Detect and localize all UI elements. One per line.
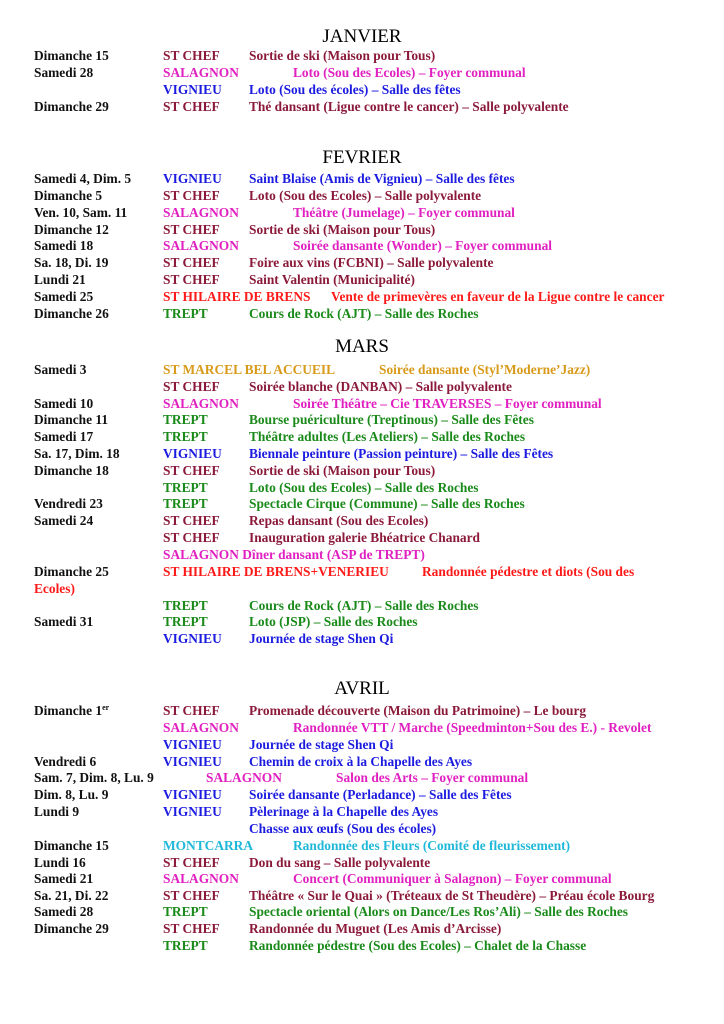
event-description: Saint Blaise (Amis de Vignieu) – Salle des fêtes	[249, 171, 515, 186]
event-description: Pèlerinage à la Chapelle des Ayes	[249, 804, 439, 819]
event-location: VIGNIEU	[163, 446, 222, 461]
event-description: Randonnée pédestre et diots (Sou des	[422, 564, 635, 579]
event-description: Loto (Sou des Ecoles) – Foyer communal	[293, 65, 526, 80]
event-row	[0, 769, 724, 786]
event-description: Chasse aux œufs (Sou des écoles)	[249, 821, 437, 836]
event-description: Loto (Sou des Ecoles) – Salle des Roches	[249, 480, 479, 495]
event-location: TREPT	[163, 412, 208, 427]
date-superscript: er	[102, 703, 110, 712]
event-row	[0, 736, 724, 753]
event-location: SALAGNON	[163, 871, 239, 886]
event-location: SALAGNON	[163, 396, 239, 411]
event-row	[0, 271, 724, 288]
event-location: VIGNIEU	[163, 171, 222, 186]
event-location: SALAGNON	[163, 205, 239, 220]
event-description: Théâtre « Sur le Quai » (Tréteaux de St Theudère) – Préau école Bourg	[249, 888, 655, 903]
event-date: Samedi 28	[34, 904, 94, 919]
event-description: Théâtre adultes (Les Ateliers) – Salle des Roches	[249, 429, 526, 444]
event-date: Dimanche 15	[34, 838, 109, 853]
event-location: TREPT	[163, 598, 208, 613]
event-row	[0, 803, 724, 820]
event-date: Lundi 9	[34, 804, 80, 819]
event-row	[0, 937, 724, 954]
event-date: Vendredi 6	[34, 754, 97, 769]
event-row	[0, 870, 724, 887]
event-description: Journée de stage Shen Qi	[249, 631, 394, 646]
event-date: Sa. 21, Di. 22	[34, 888, 109, 903]
event-location: ST CHEF	[163, 530, 220, 545]
event-row	[0, 81, 724, 98]
event-date: Dimanche 12	[34, 222, 109, 237]
event-row	[0, 170, 724, 187]
event-description: Inauguration galerie Bhéatrice Chanard	[249, 530, 480, 545]
event-row	[0, 254, 724, 271]
event-row	[0, 820, 724, 837]
event-row	[0, 837, 724, 854]
event-description: Don du sang – Salle polyvalente	[249, 855, 431, 870]
event-location: MONTCARRA	[163, 838, 254, 853]
event-row	[0, 719, 724, 736]
month-heading-janvier: JANVIER	[322, 26, 402, 47]
event-row	[0, 47, 724, 64]
event-date: Dimanche 29	[34, 921, 109, 936]
event-location: SALAGNON Dîner dansant (ASP de TREPT)	[163, 547, 425, 562]
event-description: Spectacle Cirque (Commune) – Salle des Roches	[249, 496, 525, 511]
event-location: ST CHEF	[163, 222, 220, 237]
event-date: Lundi 21	[34, 272, 86, 287]
event-row	[0, 887, 724, 904]
event-row	[0, 98, 724, 115]
event-date: Dimanche 29	[34, 99, 109, 114]
event-description: Foire aux vins (FCBNI) – Salle polyvalente	[249, 255, 494, 270]
event-date: Dimanche 18	[34, 463, 109, 478]
event-row	[0, 64, 724, 81]
event-date: Samedi 17	[34, 429, 94, 444]
event-row	[0, 204, 724, 221]
event-date: Dimanche 1er	[34, 703, 110, 718]
event-row	[0, 305, 724, 322]
event-description: Randonnée VTT / Marche (Speedminton+Sou des E.) - Revolet	[293, 720, 652, 735]
event-date: Ven. 10, Sam. 11	[34, 205, 128, 220]
event-date: Samedi 10	[34, 396, 94, 411]
event-description: Concert (Communiquer à Salagnon) – Foyer communal	[293, 871, 612, 886]
event-description: Soirée dansante (Perladance) – Salle des Fêtes	[249, 787, 512, 802]
month-heading-avril: AVRIL	[334, 678, 390, 699]
event-row	[0, 428, 724, 445]
event-description: Soirée blanche (DANBAN) – Salle polyvalente	[249, 379, 512, 394]
event-row	[0, 903, 724, 920]
event-row	[0, 580, 724, 597]
event-location: TREPT	[163, 904, 208, 919]
event-description: Salon des Arts – Foyer communal	[336, 770, 529, 785]
event-location: SALAGNON	[163, 238, 239, 253]
event-description: Biennale peinture (Passion peinture) – Salle des Fêtes	[249, 446, 554, 461]
event-location: ST CHEF	[163, 379, 220, 394]
event-row	[0, 378, 724, 395]
event-row	[0, 546, 724, 563]
event-description: Promenade découverte (Maison du Patrimoine) – Le bourg	[249, 703, 587, 718]
event-location: ST CHEF	[163, 703, 220, 718]
event-description: Randonnée pédestre (Sou des Ecoles) – Chalet de la Chasse	[249, 938, 587, 953]
event-date: Samedi 24	[34, 513, 94, 528]
event-location: SALAGNON	[163, 65, 239, 80]
event-description: Loto (JSP) – Salle des Roches	[249, 614, 418, 629]
event-location: VIGNIEU	[163, 787, 222, 802]
event-date: Samedi 18	[34, 238, 94, 253]
event-location: TREPT	[163, 429, 208, 444]
event-date: Samedi 25	[34, 289, 94, 304]
event-description: Loto (Sou des Ecoles) – Salle polyvalente	[249, 188, 482, 203]
event-row	[0, 854, 724, 871]
event-row	[0, 753, 724, 770]
month-heading-mars: MARS	[335, 336, 389, 357]
event-location: SALAGNON	[163, 720, 239, 735]
event-date: Dimanche 11	[34, 412, 109, 427]
event-location: VIGNIEU	[163, 737, 222, 752]
event-row	[0, 920, 724, 937]
event-date: Dimanche 26	[34, 306, 109, 321]
event-location: ST CHEF	[163, 855, 220, 870]
event-location: VIGNIEU	[163, 82, 222, 97]
event-description: Sortie de ski (Maison pour Tous)	[249, 463, 436, 478]
event-description: Sortie de ski (Maison pour Tous)	[249, 48, 436, 63]
event-location: ST CHEF	[163, 272, 220, 287]
event-location: ST HILAIRE DE BRENS	[163, 289, 311, 304]
event-location: ST CHEF	[163, 463, 220, 478]
event-location: TREPT	[163, 480, 208, 495]
event-row	[0, 411, 724, 428]
event-date: Dimanche 15	[34, 48, 109, 63]
event-description: Vente de primevères en faveur de la Ligue contre le cancer	[331, 289, 665, 304]
event-location: TREPT	[163, 614, 208, 629]
event-location: TREPT	[163, 306, 208, 321]
event-date: Vendredi 23	[34, 496, 103, 511]
event-location: ST HILAIRE DE BRENS+VENERIEU	[163, 564, 389, 579]
event-description: Soirée Théâtre – Cie TRAVERSES – Foyer communal	[293, 396, 602, 411]
event-description: Cours de Rock (AJT) – Salle des Roches	[249, 306, 479, 321]
month-heading-fevrier: FEVRIER	[322, 147, 402, 168]
event-location: TREPT	[163, 496, 208, 511]
event-description: Cours de Rock (AJT) – Salle des Roches	[249, 598, 479, 613]
event-location: ST CHEF	[163, 48, 220, 63]
event-location: ST MARCEL BEL ACCUEIL	[163, 362, 336, 377]
event-description: Sortie de ski (Maison pour Tous)	[249, 222, 436, 237]
event-row	[0, 479, 724, 496]
event-description: Soirée dansante (Styl’Moderne’Jazz)	[379, 362, 591, 377]
event-row	[0, 512, 724, 529]
event-location: VIGNIEU	[163, 631, 222, 646]
event-date: Dimanche 5	[34, 188, 103, 203]
event-date: Sa. 18, Di. 19	[34, 255, 109, 270]
event-date: Samedi 31	[34, 614, 94, 629]
event-description: Randonnée des Fleurs (Comité de fleurissement)	[293, 838, 571, 853]
event-description: Soirée dansante (Wonder) – Foyer communal	[293, 238, 552, 253]
event-date: Lundi 16	[34, 855, 86, 870]
event-description: Thé dansant (Ligue contre le cancer) – Salle polyvalente	[249, 99, 569, 114]
event-row	[0, 288, 724, 305]
event-date: Ecoles)	[34, 581, 75, 596]
event-location: VIGNIEU	[163, 804, 222, 819]
event-row	[0, 445, 724, 462]
event-row	[0, 529, 724, 546]
event-date: Sam. 7, Dim. 8, Lu. 9	[34, 770, 154, 785]
event-description: Spectacle oriental (Alors on Dance/Les Ros’Ali) – Salle des Roches	[249, 904, 628, 919]
event-date: Samedi 4, Dim. 5	[34, 171, 132, 186]
event-row	[0, 613, 724, 630]
event-row	[0, 563, 724, 580]
event-date: Sa. 17, Dim. 18	[34, 446, 120, 461]
event-description: Chemin de croix à la Chapelle des Ayes	[249, 754, 473, 769]
event-row	[0, 462, 724, 479]
event-date: Samedi 3	[34, 362, 87, 377]
event-date: Dimanche 25	[34, 564, 109, 579]
event-description: Bourse puériculture (Treptinous) – Salle des Fêtes	[249, 412, 534, 427]
event-description: Randonnée du Muguet (Les Amis d’Arcisse)	[249, 921, 502, 936]
event-row	[0, 495, 724, 512]
event-row	[0, 597, 724, 614]
event-location: ST CHEF	[163, 99, 220, 114]
event-description: Repas dansant (Sou des Ecoles)	[249, 513, 429, 528]
event-location: TREPT	[163, 938, 208, 953]
event-description: Loto (Sou des écoles) – Salle des fêtes	[249, 82, 461, 97]
event-row	[0, 221, 724, 238]
event-row	[0, 702, 724, 719]
event-row	[0, 187, 724, 204]
event-description: Théâtre (Jumelage) – Foyer communal	[293, 205, 515, 220]
event-date: Samedi 28	[34, 65, 94, 80]
event-row	[0, 237, 724, 254]
event-location: VIGNIEU	[163, 754, 222, 769]
event-row	[0, 630, 724, 647]
event-location: ST CHEF	[163, 188, 220, 203]
event-date: Dim. 8, Lu. 9	[34, 787, 109, 802]
event-row	[0, 395, 724, 412]
event-location: ST CHEF	[163, 921, 220, 936]
event-description: Journée de stage Shen Qi	[249, 737, 394, 752]
event-location: ST CHEF	[163, 513, 220, 528]
event-row	[0, 361, 724, 378]
event-date: Samedi 21	[34, 871, 94, 886]
event-location: SALAGNON	[206, 770, 282, 785]
event-location: ST CHEF	[163, 255, 220, 270]
event-location: ST CHEF	[163, 888, 220, 903]
event-row	[0, 786, 724, 803]
event-description: Saint Valentin (Municipalité)	[249, 272, 415, 287]
